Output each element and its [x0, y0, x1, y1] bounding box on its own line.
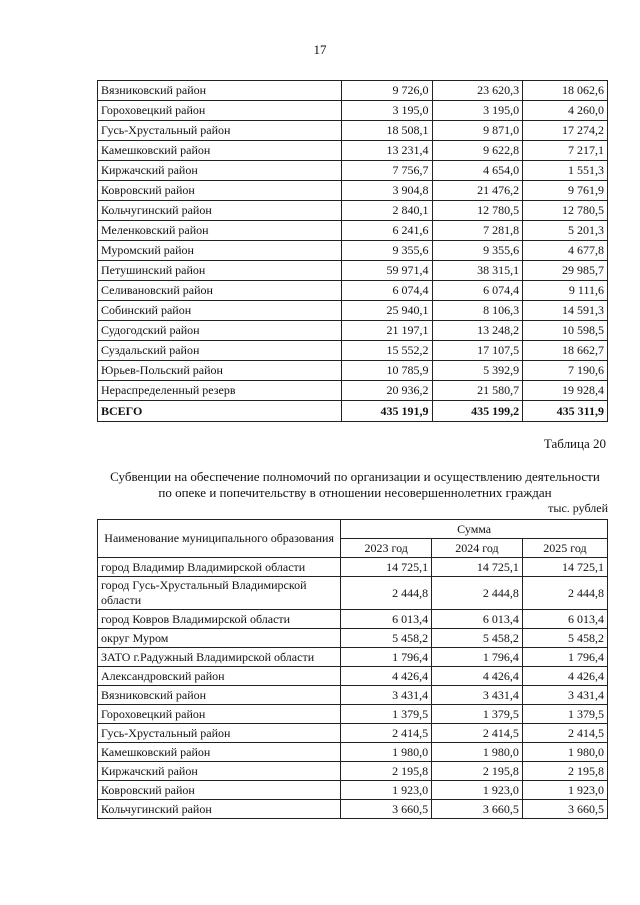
- row-value-cell: 9 355,6: [341, 241, 432, 261]
- row-name-cell: Суздальский район: [98, 341, 342, 361]
- row-value-cell: 1 923,0: [522, 781, 607, 800]
- row-value-cell: 1 551,3: [523, 161, 608, 181]
- row-value-cell: 17 274,2: [523, 121, 608, 141]
- row-value-cell: 9 871,0: [432, 121, 523, 141]
- row-value-cell: 2 414,5: [432, 724, 523, 743]
- row-value-cell: 5 458,2: [432, 629, 523, 648]
- row-value-cell: 59 971,4: [341, 261, 432, 281]
- row-value-cell: 1 980,0: [341, 743, 432, 762]
- table-row: [98, 201, 608, 221]
- row-value-cell: 9 726,0: [341, 81, 432, 101]
- row-name-cell: город Владимир Владимирской области: [98, 558, 341, 577]
- row-value-cell: 5 201,3: [523, 221, 608, 241]
- row-name-cell: Камешковский район: [98, 743, 341, 762]
- row-value-cell: 12 780,5: [523, 201, 608, 221]
- row-name-cell: Собинский район: [98, 301, 342, 321]
- table-row: [98, 241, 608, 261]
- row-value-cell: 9 355,6: [432, 241, 523, 261]
- table-row: [98, 221, 608, 241]
- row-name-cell: округ Муром: [98, 629, 341, 648]
- row-value-cell: 2 195,8: [341, 762, 432, 781]
- row-value-cell: 6 074,4: [432, 281, 523, 301]
- row-value-cell: 20 936,2: [341, 381, 432, 401]
- header-year-2024: 2024 год: [432, 539, 523, 558]
- budget-table-continued: [97, 80, 608, 422]
- row-value-cell: 1 379,5: [522, 705, 607, 724]
- row-name-cell: город Гусь-Хрустальный Владимирской области: [98, 577, 341, 610]
- row-value-cell: 8 106,3: [432, 301, 523, 321]
- row-value-cell: 4 426,4: [341, 667, 432, 686]
- row-value-cell: 15 552,2: [341, 341, 432, 361]
- row-value-cell: 1 379,5: [432, 705, 523, 724]
- table-row: [98, 577, 608, 610]
- row-name-cell: Юрьев-Польский район: [98, 361, 342, 381]
- total-value: 435 199,2: [432, 401, 523, 422]
- row-name-cell: Вязниковский район: [98, 686, 341, 705]
- row-value-cell: 1 796,4: [341, 648, 432, 667]
- row-name-cell: Муромский район: [98, 241, 342, 261]
- row-value-cell: 6 013,4: [432, 610, 523, 629]
- row-value-cell: 1 796,4: [522, 648, 607, 667]
- row-value-cell: 2 840,1: [341, 201, 432, 221]
- header-year-2023: 2023 год: [341, 539, 432, 558]
- row-name-cell: Вязниковский район: [98, 81, 342, 101]
- row-value-cell: 1 379,5: [341, 705, 432, 724]
- subsidy-table: [97, 519, 608, 819]
- table-row: [98, 610, 608, 629]
- row-value-cell: 3 660,5: [341, 800, 432, 819]
- table-label: Таблица 20: [543, 436, 606, 451]
- row-value-cell: 6 241,6: [341, 221, 432, 241]
- row-value-cell: 29 985,7: [523, 261, 608, 281]
- table-row: [98, 705, 608, 724]
- row-value-cell: 10 785,9: [341, 361, 432, 381]
- row-value-cell: 21 580,7: [432, 381, 523, 401]
- table-row: [98, 321, 608, 341]
- row-value-cell: 17 107,5: [432, 341, 523, 361]
- table-row: [98, 181, 608, 201]
- table-row: [98, 341, 608, 361]
- row-value-cell: 3 660,5: [522, 800, 607, 819]
- row-value-cell: 18 062,6: [523, 81, 608, 101]
- row-name-cell: Камешковский район: [98, 141, 342, 161]
- row-value-cell: 2 195,8: [522, 762, 607, 781]
- row-name-cell: Петушинский район: [98, 261, 342, 281]
- row-value-cell: 19 928,4: [523, 381, 608, 401]
- row-name-cell: Киржачский район: [98, 762, 341, 781]
- table-row: [98, 101, 608, 121]
- row-value-cell: 10 598,5: [523, 321, 608, 341]
- row-value-cell: 7 217,1: [523, 141, 608, 161]
- table-row: [98, 686, 608, 705]
- header-sum: Сумма: [341, 520, 608, 539]
- row-value-cell: 1 980,0: [432, 743, 523, 762]
- row-name-cell: Гороховецкий район: [98, 101, 342, 121]
- row-name-cell: Киржачский район: [98, 161, 342, 181]
- table-row: [98, 648, 608, 667]
- row-name-cell: Кольчугинский район: [98, 800, 341, 819]
- header-year-2025: 2025 год: [522, 539, 607, 558]
- row-name-cell: Гусь-Хрустальный район: [98, 121, 342, 141]
- table-row: [98, 667, 608, 686]
- total-value: 435 311,9: [523, 401, 608, 422]
- row-value-cell: 21 197,1: [341, 321, 432, 341]
- row-name-cell: Меленковский район: [98, 221, 342, 241]
- row-value-cell: 38 315,1: [432, 261, 523, 281]
- row-value-cell: 6 013,4: [341, 610, 432, 629]
- table-row: [98, 261, 608, 281]
- table-row: [98, 558, 608, 577]
- row-value-cell: 1 923,0: [341, 781, 432, 800]
- row-value-cell: 3 431,4: [522, 686, 607, 705]
- table-row: [98, 800, 608, 819]
- row-value-cell: 4 426,4: [522, 667, 607, 686]
- row-name-cell: Ковровский район: [98, 181, 342, 201]
- total-label: ВСЕГО: [98, 401, 342, 422]
- row-value-cell: 3 195,0: [432, 101, 523, 121]
- row-value-cell: 6 074,4: [341, 281, 432, 301]
- table-row: [98, 724, 608, 743]
- table-row: [98, 161, 608, 181]
- row-value-cell: 3 431,4: [341, 686, 432, 705]
- row-value-cell: 2 444,8: [341, 577, 432, 610]
- row-name-cell: ЗАТО г.Радужный Владимирской области: [98, 648, 341, 667]
- row-value-cell: 3 904,8: [341, 181, 432, 201]
- row-value-cell: 21 476,2: [432, 181, 523, 201]
- row-value-cell: 13 248,2: [432, 321, 523, 341]
- caption-line-1: Субвенции на обеспечение полномочий по организации и осуществлению деятельности: [110, 469, 600, 484]
- table-row: [98, 141, 608, 161]
- table-caption: [100, 469, 610, 501]
- row-name-cell: Кольчугинский район: [98, 201, 342, 221]
- row-value-cell: 4 260,0: [523, 101, 608, 121]
- row-name-cell: Селивановский район: [98, 281, 342, 301]
- row-name-cell: Александровский район: [98, 667, 341, 686]
- row-value-cell: 4 426,4: [432, 667, 523, 686]
- row-value-cell: 14 591,3: [523, 301, 608, 321]
- row-value-cell: 2 444,8: [432, 577, 523, 610]
- row-value-cell: 14 725,1: [432, 558, 523, 577]
- row-value-cell: 9 622,8: [432, 141, 523, 161]
- caption-line-2: по опеке и попечительству в отношении несовершеннолетних граждан: [158, 485, 552, 500]
- row-value-cell: 18 508,1: [341, 121, 432, 141]
- unit-label: тыс. рублей: [548, 501, 608, 515]
- table-row: [98, 301, 608, 321]
- row-value-cell: 2 444,8: [522, 577, 607, 610]
- row-value-cell: 2 195,8: [432, 762, 523, 781]
- table-row: [98, 281, 608, 301]
- row-value-cell: 1 796,4: [432, 648, 523, 667]
- row-value-cell: 7 756,7: [341, 161, 432, 181]
- row-value-cell: 9 761,9: [523, 181, 608, 201]
- table-row: [98, 121, 608, 141]
- row-name-cell: Гороховецкий район: [98, 705, 341, 724]
- row-name-cell: Ковровский район: [98, 781, 341, 800]
- total-row: [98, 401, 608, 422]
- row-name-cell: Нераспределенный резерв: [98, 381, 342, 401]
- table-row: [98, 762, 608, 781]
- row-value-cell: 4 654,0: [432, 161, 523, 181]
- row-name-cell: город Ковров Владимирской области: [98, 610, 341, 629]
- row-value-cell: 3 431,4: [432, 686, 523, 705]
- row-value-cell: 2 414,5: [341, 724, 432, 743]
- row-value-cell: 5 392,9: [432, 361, 523, 381]
- row-value-cell: 12 780,5: [432, 201, 523, 221]
- table-row: [98, 743, 608, 762]
- table-row: [98, 629, 608, 648]
- table-row: [98, 361, 608, 381]
- row-value-cell: 3 660,5: [432, 800, 523, 819]
- row-name-cell: Гусь-Хрустальный район: [98, 724, 341, 743]
- table-row: [98, 781, 608, 800]
- row-value-cell: 14 725,1: [341, 558, 432, 577]
- row-value-cell: 2 414,5: [522, 724, 607, 743]
- table-row: [98, 81, 608, 101]
- row-value-cell: 1 923,0: [432, 781, 523, 800]
- row-value-cell: 14 725,1: [522, 558, 607, 577]
- row-value-cell: 6 013,4: [522, 610, 607, 629]
- row-value-cell: 5 458,2: [341, 629, 432, 648]
- row-value-cell: 7 281,8: [432, 221, 523, 241]
- row-value-cell: 1 980,0: [522, 743, 607, 762]
- row-value-cell: 23 620,3: [432, 81, 523, 101]
- row-value-cell: 7 190,6: [523, 361, 608, 381]
- row-value-cell: 9 111,6: [523, 281, 608, 301]
- row-value-cell: 3 195,0: [341, 101, 432, 121]
- table-row: [98, 381, 608, 401]
- row-value-cell: 5 458,2: [522, 629, 607, 648]
- page-number: 17: [313, 42, 327, 57]
- row-value-cell: 25 940,1: [341, 301, 432, 321]
- row-value-cell: 13 231,4: [341, 141, 432, 161]
- row-value-cell: 18 662,7: [523, 341, 608, 361]
- row-name-cell: Судогодский район: [98, 321, 342, 341]
- row-value-cell: 4 677,8: [523, 241, 608, 261]
- header-name: Наименование муниципального образования: [98, 520, 341, 558]
- total-value: 435 191,9: [341, 401, 432, 422]
